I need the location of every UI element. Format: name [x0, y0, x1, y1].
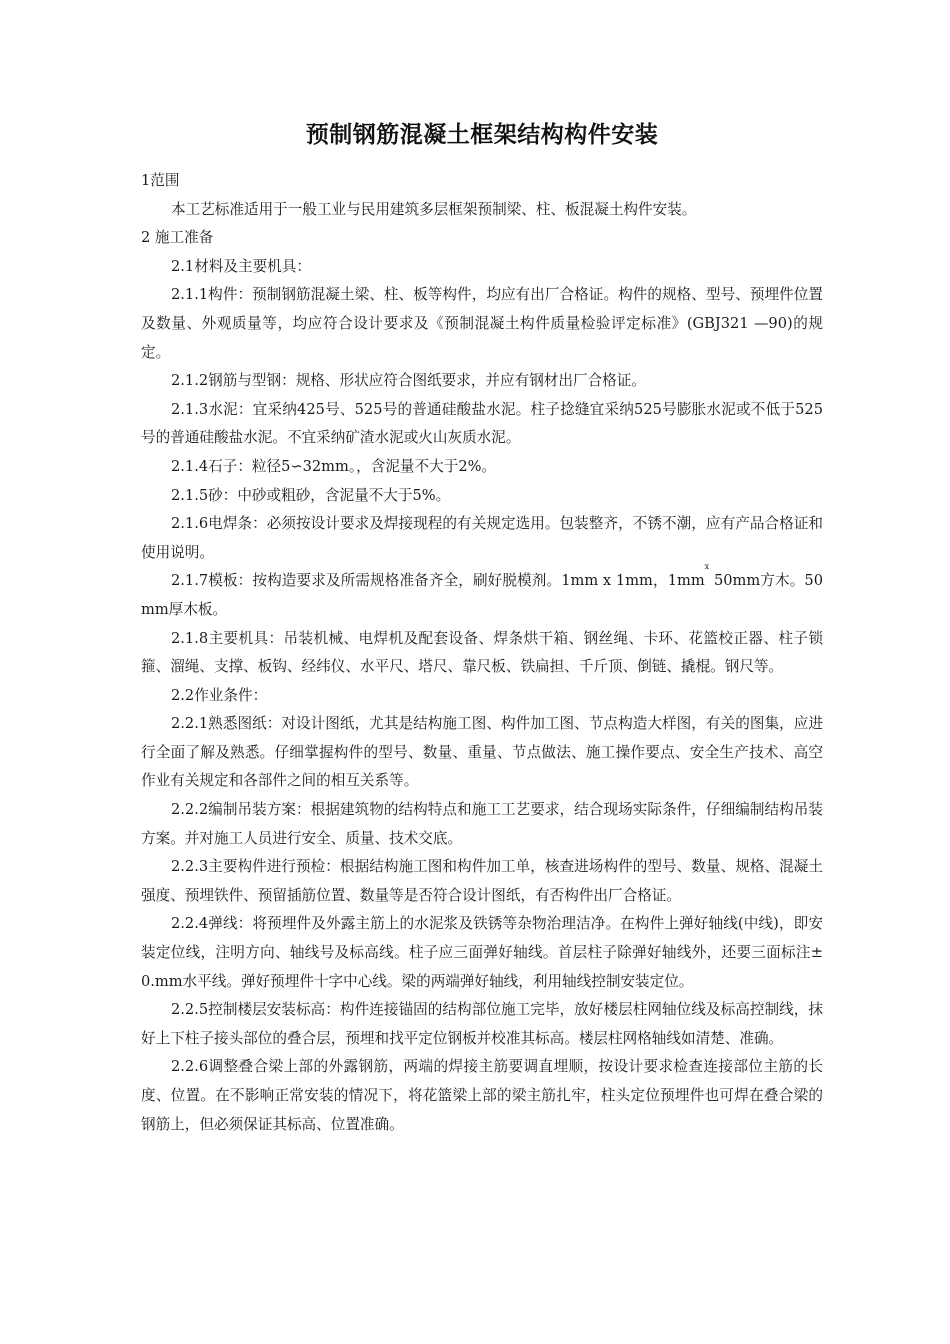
- section-heading-scope: 1范围: [141, 172, 180, 189]
- paragraph-2-2-5: 2.2.5控制楼层安装标高：构件连接锚固的结构部位施工完毕，放好楼层柱网轴位线及标高控制线，抹好上下柱子接头部位的叠合层，预埋和找平定位钢板并校准其标高。楼层柱网格轴线如清楚、准确。: [141, 1001, 823, 1047]
- paragraph-scope-body: 本工艺标准适用于一般工业与民用建筑多层框架预制梁、柱、板混凝土构件安装。: [171, 200, 697, 218]
- paragraph-2-1-2: 2.1.2钢筋与型钢：规格、形状应符合图纸要求，并应有钢材出厂合格证。: [171, 372, 646, 390]
- paragraph-2-1-4: 2.1.4石子：粒径5∽32mm。，含泥量不大于2%。: [171, 457, 497, 475]
- paragraph-2-1-7-tail: 50mm方木。50mm厚木板。: [141, 572, 823, 618]
- paragraph-2-2-4: 2.2.4弹线：将预埋件及外露主筋上的水泥浆及铁锈等杂物治理洁净。在构件上弹好轴线(中线)，即安装定位线，注明方向、轴线号及标高线。柱子应三面弹好轴线。首层柱子除弹好轴线外，还要三面标注± 0.mm水平线。弹好预埋件十字中心线。梁的两端弹好轴线，利用轴线控制安装定位。: [141, 915, 823, 990]
- paragraph-2-2-3: 2.2.3主要构件进行预检：根据结构施工图和构件加工单，核查进场构件的型号、数量、规格、混凝土强度、预埋铁件、预留插筋位置、数量等是否符合设计图纸，有否构件出厂合格证。: [141, 858, 823, 904]
- paragraph-2-1-6: 2.1.6电焊条：必须按设计要求及焊接现程的有关规定选用。包装整齐，不锈不潮，应有产品合格证和使用说明。: [141, 515, 823, 561]
- subsection-heading-materials: 2.1材料及主要机具：: [171, 257, 311, 275]
- subsection-heading-conditions: 2.2作业条件：: [171, 686, 268, 704]
- paragraph-2-1-8: 2.1.8主要机具：吊装机械、电焊机及配套设备、焊条烘干箱、钢丝绳、卡环、花篮校正器、柱子锁箍、溜绳、支撑、板钩、经纬仪、水平尺、塔尺、靠尺板、铁扁担、千斤顶、倒链、撬棍。钢尺等。: [141, 629, 823, 676]
- paragraph-2-1-1: 2.1.1构件：预制钢筋混凝土梁、柱、板等构件，均应有出厂合格证。构件的规格、型号、预埋件位置及数量、外观质量等，均应符合设计要求及《预制混凝土构件质量检验评定标准》(GBJ321 —90)的规定。: [141, 286, 823, 361]
- paragraph-2-1-7-superscript: x: [704, 562, 710, 572]
- paragraph-2-2-2: 2.2.2编制吊装方案：根据建筑物的结构特点和施工工艺要求，结合现场实际条件，仔细编制结构吊装方案。并对施工人员进行安全、质量、技术交底。: [141, 801, 823, 847]
- document-title: 预制钢筋混凝土框架结构构件安装: [305, 121, 659, 148]
- section-heading-preparation: 2 施工准备: [141, 229, 214, 247]
- paragraph-2-2-1: 2.2.1熟悉图纸：对设计图纸，尤其是结构施工图、构件加工图、节点构造大样图，有关的图集，应进行全面了解及熟悉。仔细掌握构件的型号、数量、重量、节点做法、施工操作要点、安全生产技术、高空作业有关规定和各部件之间的相互关系等。: [141, 715, 823, 790]
- paragraph-2-1-3: 2.1.3水泥：宜采纳425号、525号的普通硅酸盐水泥。柱子捻缝宜采纳525号膨胀水泥或不低于525号的普通硅酸盐水泥。不宜采纳矿渣水泥或火山灰质水泥。: [141, 400, 823, 447]
- paragraph-2-1-7: [141, 562, 823, 624]
- paragraph-2-1-5: 2.1.5砂：中砂或粗砂，含泥量不大于5%。: [171, 486, 451, 504]
- paragraph-2-2-6: 2.2.6调整叠合梁上部的外露钢筋，两端的焊接主筋要调直埋顺，按设计要求检查连接部位主筋的长度、位置。在不影响正常安装的情况下，将花篮梁上部的梁主筋扎牢，柱头定位预埋件也可焊在叠合梁的钢筋上，但必须保证其标高、位置准确。: [141, 1058, 823, 1133]
- paragraph-2-1-7-text: 2.1.7模板：按构造要求及所需规格准备齐全，刷好脱模剂。1mm x 1mm，1mm: [171, 572, 705, 590]
